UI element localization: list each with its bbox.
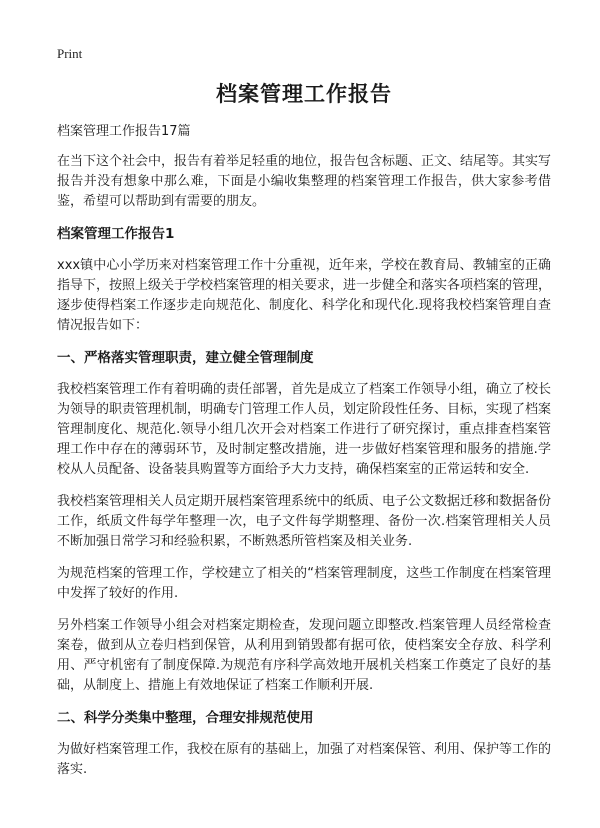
report-intro-paragraph: xxx镇中心小学历来对档案管理工作十分重视，近年来，学校在教育局、教辅室的正确指导下，按照上级关于学校档案管理的相关要求，进一步健全和落实各项档案的管理，逐步使得档案工作逐步走向规范化、制度化、科学化和现代化.现将我校档案管理自查情况报告如下： <box>57 258 552 333</box>
section-1-paragraph: 我校档案管理工作有着明确的责任部署，首先是成立了档案工作领导小组，确立了校长为领导的职责管理机制，明确专门管理工作人员，划定阶段性任务、目标，实现了档案管理制度化、规范化.领导小组几次开会对档案工作进行了研究探讨，重点排查档案管理工作中存在的薄弱环节，及时制定整改措施，进一步做好档案管理和服务的措施.学校从人员配备、设备装具购置等方面给予大力支持，确保档案室的正常运转和安全. <box>57 382 552 477</box>
report-heading: 档案管理工作报告1 <box>57 226 175 242</box>
section-1-heading: 一、严格落实管理职责，建立健全管理制度 <box>57 350 314 366</box>
section-2-heading: 二、科学分类集中整理，合理安排规范使用 <box>57 710 314 726</box>
document-title: 档案管理工作报告 <box>216 82 392 106</box>
intro-paragraph: 在当下这个社会中，报告有着举足轻重的地位，报告包含标题、正文、结尾等。其实写报告并没有想象中那么难，下面是小编收集整理的档案管理工作报告，供大家参考借鉴，希望可以帮助到有需要的朋友。 <box>57 154 552 209</box>
document-subtitle: 档案管理工作报告17篇 <box>57 124 191 139</box>
section-1-paragraph: 另外档案工作领导小组会对档案定期检查，发现问题立即整改.档案管理人员经常检查案卷，做到从立卷归档到保管，从利用到销毁都有据可依，使档案安全存放、科学利用、严守机密有了制度保障.为规范有序科学高效地开展机关档案工作奠定了良好的基础，从制度上、措施上有效地保证了档案工作顺利开展. <box>57 618 551 693</box>
section-1-paragraph: 为规范档案的管理工作，学校建立了相关的“档案管理制度，这些工作制度在档案管理中发挥了较好的作用. <box>57 566 551 601</box>
print-link[interactable]: Print <box>57 46 83 61</box>
section-1-paragraph: 我校档案管理相关人员定期开展档案管理系统中的纸质、电子公文数据迁移和数据备份工作，纸质文件每学年整理一次，电子文件每学期整理、备份一次.档案管理相关人员不断加强日常学习和经验积累，不断熟悉所管档案及相关业务. <box>57 494 552 549</box>
section-2-paragraph: 为做好档案管理工作，我校在原有的基础上，加强了对档案保管、利用、保护等工作的落实. <box>57 742 552 777</box>
document-body <box>57 78 551 792</box>
